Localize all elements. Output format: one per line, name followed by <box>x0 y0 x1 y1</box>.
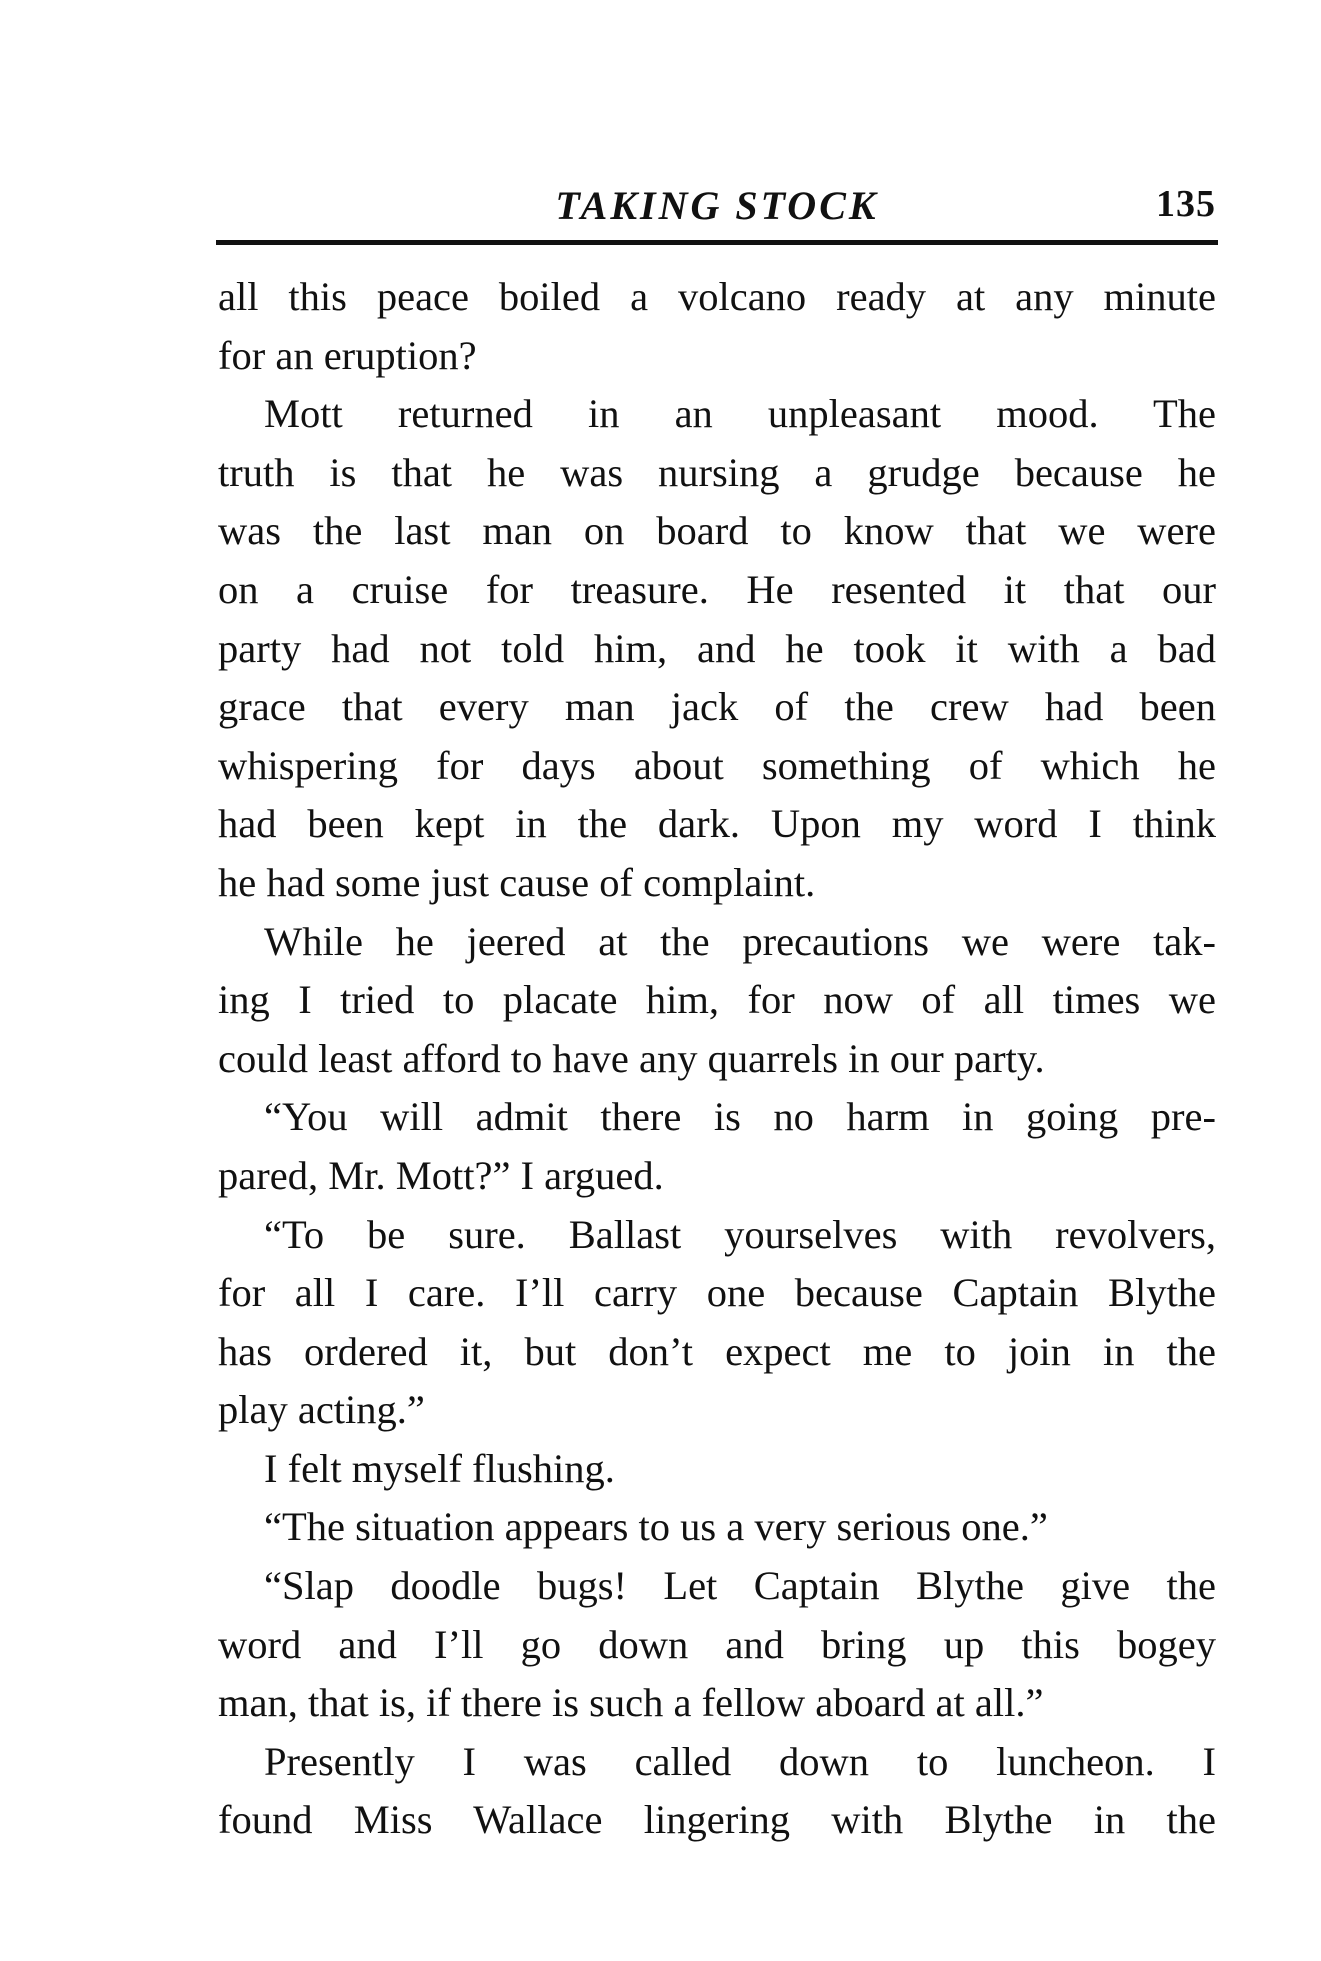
text-line: had been kept in the dark. Upon my word I think <box>218 801 1216 847</box>
text-line: “You will admit there is no harm in going pre- <box>264 1094 1216 1140</box>
text-line: found Miss Wallace lingering with Blythe in the <box>218 1797 1216 1843</box>
text-line: Mott returned in an unpleasant mood. The <box>264 391 1216 437</box>
page-number: 135 <box>1156 183 1216 225</box>
text-line: truth is that he was nursing a grudge because he <box>218 449 1216 495</box>
text-line: was the last man on board to know that we were <box>218 508 1216 554</box>
text-line: for all I care. I’ll carry one because Captain Blythe <box>218 1270 1216 1316</box>
header-rule <box>216 240 1218 245</box>
text-line: grace that every man jack of the crew had been <box>218 684 1216 730</box>
text-line: could least afford to have any quarrels in our party. <box>218 1035 1045 1081</box>
text-line: on a cruise for treasure. He resented it that our <box>218 566 1216 612</box>
text-line: “The situation appears to us a very serious one.” <box>264 1504 1048 1550</box>
text-line: “Slap doodle bugs! Let Captain Blythe give the <box>264 1563 1216 1609</box>
running-title: TAKING STOCK <box>555 183 879 228</box>
running-head <box>218 178 1216 242</box>
text-line: “To be sure. Ballast yourselves with revolvers, <box>264 1211 1216 1257</box>
text-line: whispering for days about something of which he <box>218 742 1216 788</box>
body-text <box>218 268 1216 1850</box>
text-line: I felt myself flushing. <box>264 1445 615 1491</box>
text-line: all this peace boiled a volcano ready at any minute <box>218 274 1216 319</box>
text-line: Presently I was called down to luncheon. I <box>264 1738 1216 1784</box>
text-line: play acting.” <box>218 1387 425 1433</box>
text-line: pared, Mr. Mott?” I argued. <box>218 1152 664 1198</box>
text-line: While he jeered at the precautions we were tak- <box>264 918 1216 964</box>
text-line: man, that is, if there is such a fellow aboard at all.” <box>218 1680 1044 1726</box>
text-line: ing I tried to placate him, for now of all times we <box>218 977 1216 1023</box>
text-line: he had some just cause of complaint. <box>218 859 816 905</box>
text-line: word and I’ll go down and bring up this bogey <box>218 1621 1216 1667</box>
text-line: has ordered it, but don’t expect me to join in the <box>218 1328 1216 1374</box>
text-line: for an eruption? <box>218 332 477 378</box>
text-line: party had not told him, and he took it with a bad <box>218 625 1216 671</box>
